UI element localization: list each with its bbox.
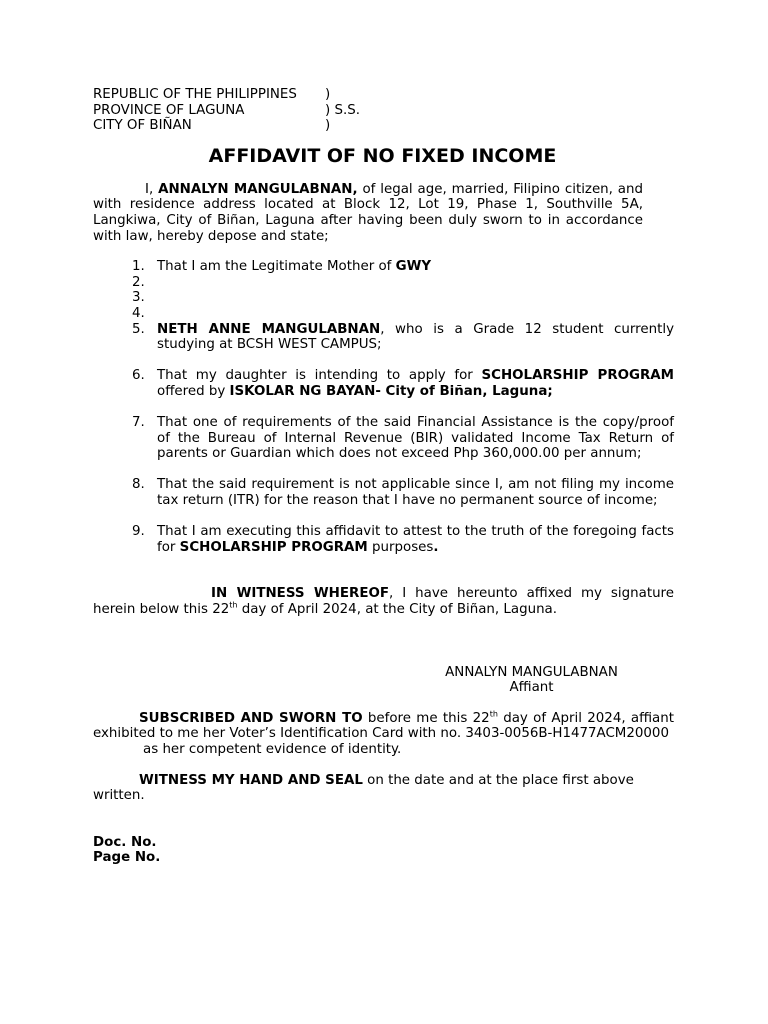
venue-province: PROVINCE OF LAGUNA: [93, 102, 245, 118]
intro-text: of legal age, married, Filipino citizen, and with residence address located at Block 12, Lot 19, Phase 1, Southville 5A, Langkiwa, City of Biñan, Laguna after having been duly sworn to in accordance with law, hereby depose and state;: [93, 181, 643, 244]
item-number: 5.: [132, 321, 145, 337]
affidavit-document: [93, 87, 674, 866]
venue-republic: REPUBLIC OF THE PHILIPPINES: [93, 87, 297, 102]
venue-block: [93, 87, 674, 134]
witness-text: day of April 2024, at the City of Biñan, Laguna.: [237, 602, 558, 618]
item-text: offered by: [157, 383, 230, 399]
list-item: [93, 259, 674, 275]
statement-list: [93, 259, 674, 555]
hand-seal-bold: WITNESS MY HAND AND SEAL: [139, 772, 363, 788]
venue-ss: ) S.S.: [325, 102, 360, 118]
list-item: [93, 477, 674, 508]
affiant-name: ANNALYN MANGULABNAN: [445, 664, 618, 680]
item-number: 1.: [132, 259, 145, 275]
item-number: 4.: [132, 305, 145, 321]
intro-paragraph: [93, 182, 643, 244]
signature-block: [439, 665, 624, 696]
list-item: [93, 322, 674, 353]
item-text: That I am the Legitimate Mother of: [157, 259, 396, 275]
venue-city: CITY OF BIÑAN: [93, 118, 192, 134]
page-no-label: Page No.: [93, 850, 161, 866]
item-number: 2.: [132, 274, 145, 290]
witness-bold: IN WITNESS WHEREOF: [211, 586, 390, 602]
jurat-paragraph: [93, 711, 674, 742]
item-text: purposes: [367, 539, 434, 555]
list-item: [93, 306, 674, 322]
item-text: , who is a Grade 12 student currently studying at BCSH WEST CAMPUS;: [157, 321, 674, 353]
list-item: [93, 290, 674, 306]
item-bold: ISKOLAR NG BAYAN- City of Biñan, Laguna;: [229, 383, 553, 399]
list-item: [93, 275, 674, 291]
witness-sup: th: [229, 600, 238, 610]
jurat-text: before me this 22: [362, 710, 490, 726]
item-number: 3.: [132, 290, 145, 306]
affiant-role: Affiant: [509, 680, 554, 696]
witness-paragraph: [93, 586, 674, 617]
venue-bracket: ): [325, 118, 331, 134]
affiant-name-bold: ANNALYN MANGULABNAN,: [158, 181, 358, 197]
item-number: 9.: [132, 524, 145, 540]
item-bold: SCHOLARSHIP PROGRAM: [481, 368, 675, 384]
jurat-bold: SUBSCRIBED AND SWORN TO: [139, 710, 363, 726]
item-text: That one of requirements of the said Financial Assistance is the copy/proof of the Bureau of Internal Revenue (BIR) validated Income Tax Return of parents or Guardian which does not exceed Php 360,000.00 per annum;: [157, 415, 674, 462]
intro-prefix: I,: [145, 181, 159, 197]
item-number: 6.: [132, 368, 145, 384]
item-bold: SCHOLARSHIP PROGRAM: [179, 539, 368, 555]
list-item: [93, 415, 674, 462]
jurat-sup: th: [489, 709, 498, 719]
item-number: 8.: [132, 477, 145, 493]
item-end-period: .: [433, 539, 439, 555]
item-text: That I am executing this affidavit to attest to the truth of the foregoing facts for: [157, 524, 674, 555]
item-text: That the said requirement is not applicable since I, am not filing my income tax return (ITR) for the reason that I have no permanent source of income;: [157, 477, 674, 509]
hand-seal-paragraph: [93, 773, 674, 804]
item-bold: GWY: [395, 259, 432, 275]
hand-seal-text: on the date and at the place first above written.: [93, 772, 634, 804]
venue-row: [93, 87, 674, 103]
venue-row: [93, 118, 674, 134]
venue-row: [93, 103, 674, 119]
jurat-text: day of April 2024, affiant exhibited to me her Voter’s Identification Card with no. 3403-0056B-H1477ACM20000: [93, 710, 674, 742]
list-item: [93, 368, 674, 399]
doc-no-label: Doc. No.: [93, 834, 157, 850]
jurat-evidence: as her competent evidence of identity.: [143, 742, 402, 757]
witness-text: , I have hereunto affixed my signature herein below this 22: [93, 586, 675, 618]
document-title: AFFIDAVIT OF NO FIXED INCOME: [208, 144, 557, 167]
notarial-register: [93, 835, 674, 866]
venue-bracket: ): [325, 87, 331, 102]
list-item: [93, 524, 674, 555]
item-bold: NETH ANNE MANGULABNAN: [157, 321, 381, 337]
item-number: 7.: [132, 415, 145, 431]
item-text: That my daughter is intending to apply for: [157, 368, 482, 384]
